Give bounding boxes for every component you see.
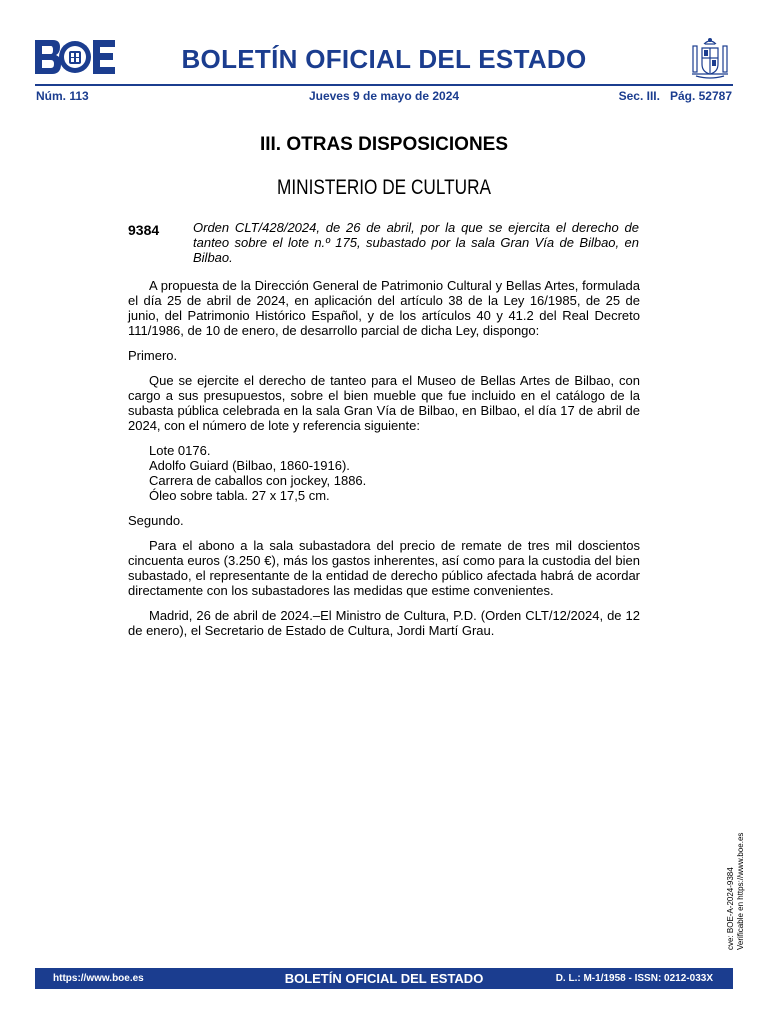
verification-text	[726, 833, 746, 950]
paragraph-signature: Madrid, 26 de abril de 2024.–El Ministro de Cultura, P.D. (Orden CLT/12/2024, de 12 de enero), el Secretario de Estado de Cultura, Jordi Martí Grau.	[128, 608, 640, 638]
paragraph-second: Para el abono a la sala subastadora del precio de remate de tres mil doscientos cincuenta euros (3.250 €), más los gastos inherentes, así como para la custodia del bien subastado, el representante de la entidad de derecho público afectada habrá de acordar directamente con los subastadores las medidas que estime convenientes.	[128, 538, 640, 598]
paragraph-intro: A propuesta de la Dirección General de Patrimonio Cultural y Bellas Artes, formulada el día 25 de abril de 2024, en aplicación del artículo 38 de la Ley 16/1985, de 25 de junio, del Patrimonio Histórico Español, y de los artículos 40 y 41.2 del Real Decreto 111/1986, de 10 de enero, de desarrollo parcial de dicha Ley, dispongo:	[128, 278, 640, 338]
issue-number: Núm. 113	[36, 89, 89, 103]
lot-title: Carrera de caballos con jockey, 1886.	[149, 473, 367, 488]
lot-author: Adolfo Guiard (Bilbao, 1860-1916).	[149, 458, 350, 473]
section-heading: III. OTRAS DISPOSICIONES	[259, 134, 509, 155]
footer-url-link[interactable]: https://www.boe.es	[53, 973, 144, 984]
cve-code: cve: BOE-A-2024-9384	[726, 867, 735, 950]
bulletin-title: BOLETÍN OFICIAL DEL ESTADO	[181, 44, 587, 74]
label-second: Segundo.	[128, 513, 184, 528]
document-number: 9384	[128, 222, 160, 238]
coat-of-arms-icon	[690, 36, 730, 80]
header-rule	[35, 84, 733, 86]
verify-url[interactable]: Verificable en https://www.boe.es	[736, 832, 745, 950]
issue-date: Jueves 9 de mayo de 2024	[308, 89, 460, 103]
document-body	[128, 278, 640, 648]
section-page: Sec. III. Pág. 52787	[618, 89, 732, 103]
lot-number: Lote 0176.	[149, 443, 211, 458]
paragraph-first: Que se ejercite el derecho de tanteo para el Museo de Bellas Artes de Bilbao, con cargo a sus presupuestos, sobre el bien mueble que fue incluido en el catálogo de la subasta pública celebrada en la sala Gran Vía de Bilbao, en Bilbao, el día 17 de abril de 2024, con el número de lote y referencia siguiente:	[128, 373, 640, 433]
document-summary: Orden CLT/428/2024, de 26 de abril, por la que se ejercita el derecho de tanteo sobre el lote n.º 175, subastado por la sala Gran Vía de Bilbao, en Bilbao.	[193, 220, 639, 265]
footer-title: BOLETÍN OFICIAL DEL ESTADO	[284, 971, 484, 986]
boe-logo	[35, 40, 115, 74]
label-first: Primero.	[128, 348, 178, 363]
lot-details	[149, 443, 640, 503]
footer-bar	[35, 968, 733, 989]
ministry-heading: MINISTERIO DE CULTURA	[277, 176, 491, 199]
footer-legal: D. L.: M-1/1958 - ISSN: 0212-033X	[555, 973, 713, 984]
lot-technique: Óleo sobre tabla. 27 x 17,5 cm.	[149, 488, 330, 503]
